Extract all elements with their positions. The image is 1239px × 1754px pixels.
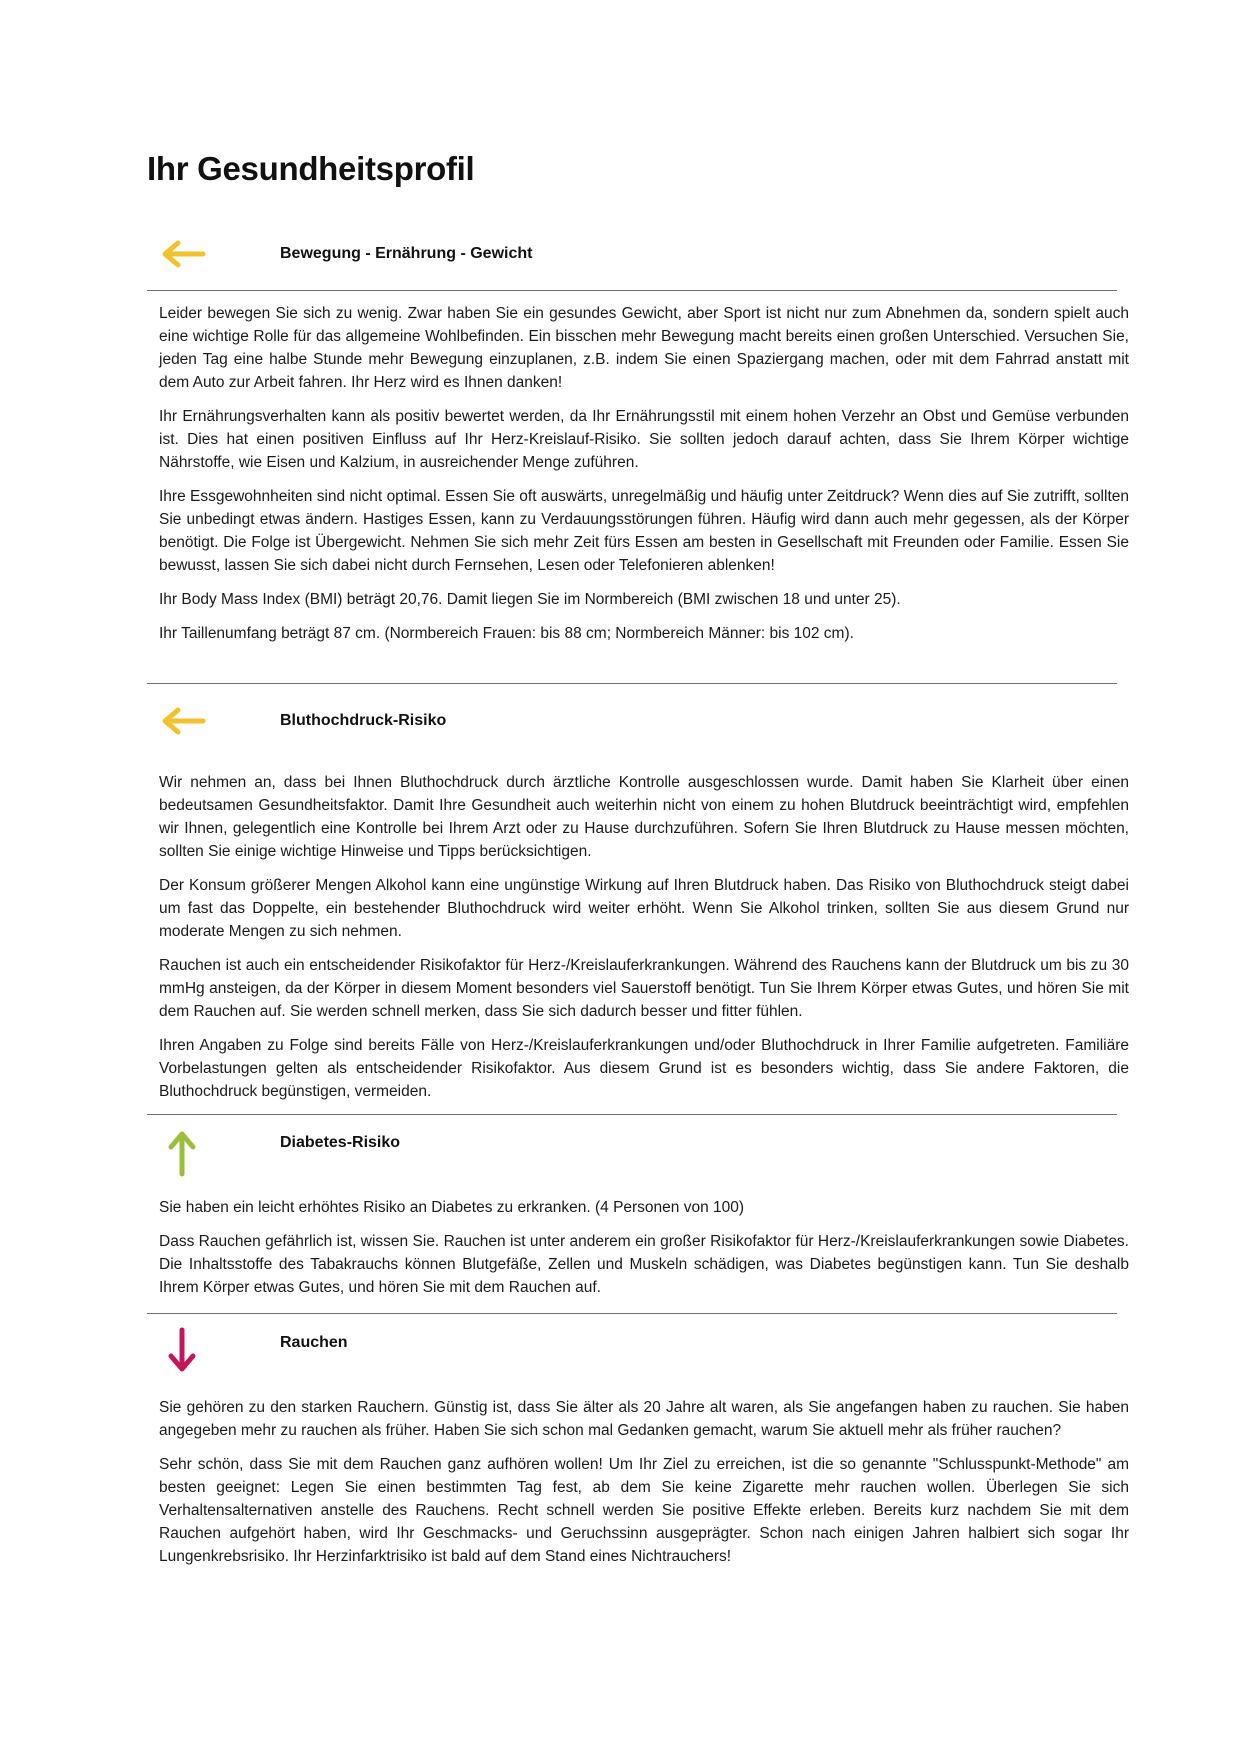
section-divider xyxy=(147,290,1117,291)
section-header xyxy=(147,1124,1117,1184)
section-body-bewegung xyxy=(147,302,1139,656)
section-title: Diabetes-Risiko xyxy=(280,1134,401,1151)
paragraph: Ihren Angaben zu Folge sind bereits Fälle von Herz-/Kreislauferkrankungen und/oder Bluthochdruck in Ihrer Familie aufgetreten. Familiäre Vorbelastungen gelten als entscheidender Risikofaktor. Aus diesem Grund ist es besonders wichtig, dass Sie andere Faktoren, die Bluthochdruck begünstigen, vermeiden. xyxy=(159,1037,1129,1100)
paragraph: Sie gehören zu den starken Rauchern. Günstig ist, dass Sie älter als 20 Jahre alt waren, als Sie angefangen haben zu rauchen. Sie haben angegeben mehr zu rauchen als früher. Haben Sie sich schon mal Gedanken gemacht, warum Sie aktuell mehr als früher rauchen? xyxy=(159,1399,1129,1439)
section-diabetes xyxy=(147,1124,1117,1184)
section-divider xyxy=(147,683,1117,684)
section-title: Rauchen xyxy=(280,1334,348,1351)
paragraph: Ihr Taillenumfang beträgt 87 cm. (Normbereich Frauen: bis 88 cm; Normbereich Männer: bis 102 cm). xyxy=(159,625,854,642)
section-divider xyxy=(147,1313,1117,1314)
section-title: Bewegung - Ernährung - Gewicht xyxy=(280,245,533,262)
section-body-bluthochdruck xyxy=(147,771,1139,1114)
paragraph: Wir nehmen an, dass bei Ihnen Bluthochdruck durch ärztliche Kontrolle ausgeschlossen wurde. Damit haben Sie Klarheit über einen bedeutsamen Gesundheitsfaktor. Damit Ihre Gesundheit auch weiterhin nicht von einem zu hohen Blutdruck beeinträchtigt wird, empfehlen wir Ihnen, gelegentlich eine Kontrolle bei Ihrem Arzt oder zu Hause durchzuführen. Sofern Sie Ihren Blutdruck zu Hause messen möchten, sollten Sie einige wichtige Hinweise und Tipps berücksichtigen. xyxy=(159,774,1129,860)
paragraph: Dass Rauchen gefährlich ist, wissen Sie. Rauchen ist unter anderem ein großer Risikofaktor für Herz-/Kreislauferkrankungen sowie Diabetes. Die Inhaltsstoffe des Tabakrauchs können Blutgefäße, Zellen und Muskeln schädigen, was Diabetes begünstigen kann. Tun Sie deshalb Ihrem Körper etwas Gutes, und hören Sie mit dem Rauchen auf. xyxy=(159,1233,1129,1296)
paragraph: Ihr Ernährungsverhalten kann als positiv bewertet werden, da Ihr Ernährungsstil mit einem hohen Verzehr an Obst und Gemüse verbunden ist. Dies hat einen positiven Einfluss auf Ihr Herz-Kreislauf-Risiko. Sie sollten jedoch darauf achten, dass Sie Ihrem Körper wichtige Nährstoffe, wie Eisen und Kalzium, in ausreichender Menge zuführen. xyxy=(159,408,1129,471)
arrow-left-icon xyxy=(157,694,207,744)
section-bluthochdruck xyxy=(147,697,1117,757)
paragraph: Sie haben ein leicht erhöhtes Risiko an Diabetes zu erkranken. (4 Personen von 100) xyxy=(159,1199,745,1216)
arrow-down-icon xyxy=(157,1326,207,1376)
section-bewegung xyxy=(147,230,1117,290)
section-header xyxy=(147,1324,1117,1384)
section-body-diabetes xyxy=(147,1196,1139,1310)
paragraph: Leider bewegen Sie sich zu wenig. Zwar haben Sie ein gesundes Gewicht, aber Sport ist nicht nur zum Abnehmen da, sondern spielt auch eine wichtige Rolle für das allgemeine Wohlbefinden. Ein bisschen mehr Bewegung macht bereits einen großen Unterschied. Versuchen Sie, jeden Tag eine halbe Stunde mehr Bewegung einzuplanen, z.B. indem Sie einen Spaziergang machen, oder mit dem Fahrrad anstatt mit dem Auto zur Arbeit fahren. Ihr Herz wird es Ihnen danken! xyxy=(159,305,1129,391)
page-title: Ihr Gesundheitsprofil xyxy=(147,150,475,187)
paragraph: Ihre Essgewohnheiten sind nicht optimal. Essen Sie oft auswärts, unregelmäßig und häufig unter Zeitdruck? Wenn dies auf Sie zutrifft, sollten Sie unbedingt etwas ändern. Hastiges Essen, kann zu Verdauungsstörungen führen. Häufig wird dann auch mehr gegessen, als der Körper benötigt. Die Folge ist Übergewicht. Nehmen Sie sich mehr Zeit fürs Essen am besten in Gesellschaft mit Freunden oder Familie. Essen Sie bewusst, lassen Sie sich dabei nicht durch Fernsehen, Lesen oder Telefonieren ablenken! xyxy=(159,488,1129,574)
paragraph: Rauchen ist auch ein entscheidender Risikofaktor für Herz-/Kreislauferkrankungen. Während des Rauchens kann der Blutdruck um bis zu 30 mmHg ansteigen, da der Körper in diesem Moment besonders viel Sauerstoff benötigt. Tun Sie Ihrem Körper etwas Gutes, und hören Sie mit dem Rauchen auf. Sie werden schnell merken, dass Sie sich dadurch besser und fitter fühlen. xyxy=(159,957,1129,1020)
section-rauchen xyxy=(147,1324,1117,1384)
paragraph: Ihr Body Mass Index (BMI) beträgt 20,76. Damit liegen Sie im Normbereich (BMI zwischen 18 und unter 25). xyxy=(159,591,901,608)
section-header xyxy=(147,697,1117,757)
paragraph: Sehr schön, dass Sie mit dem Rauchen ganz aufhören wollen! Um Ihr Ziel zu erreichen, ist die so genannte "Schlusspunkt-Methode" am besten geeignet: Legen Sie einen bestimmten Tag fest, ab dem Sie keine Zigarette mehr rauchen wollen. Überlegen Sie sich Verhaltensalternativen anstelle des Rauchens. Recht schnell werden Sie positive Effekte erleben. Bereits kurz nachdem Sie mit dem Rauchen aufgehört haben, wird Ihr Geschmacks- und Geruchssinn ausgeprägter. Schon nach einigen Jahren halbiert sich sogar Ihr Lungenkrebsrisiko. Ihr Herzinfarktrisiko ist bald auf dem Stand eines Nichtrauchers! xyxy=(159,1456,1129,1565)
section-title: Bluthochdruck-Risiko xyxy=(280,712,447,729)
paragraph: Der Konsum größerer Mengen Alkohol kann eine ungünstige Wirkung auf Ihren Blutdruck haben. Das Risiko von Bluthochdruck steigt dabei um fast das Doppelte, ein bestehender Bluthochdruck wird weiter erhöht. Wenn Sie Alkohol trinken, sollten Sie aus diesem Grund nur moderate Mengen zu sich nehmen. xyxy=(159,877,1129,940)
section-body-rauchen xyxy=(147,1396,1139,1579)
arrow-left-icon xyxy=(157,227,207,277)
section-divider xyxy=(147,1114,1117,1115)
arrow-up-icon xyxy=(157,1128,207,1178)
section-header xyxy=(147,230,1117,290)
